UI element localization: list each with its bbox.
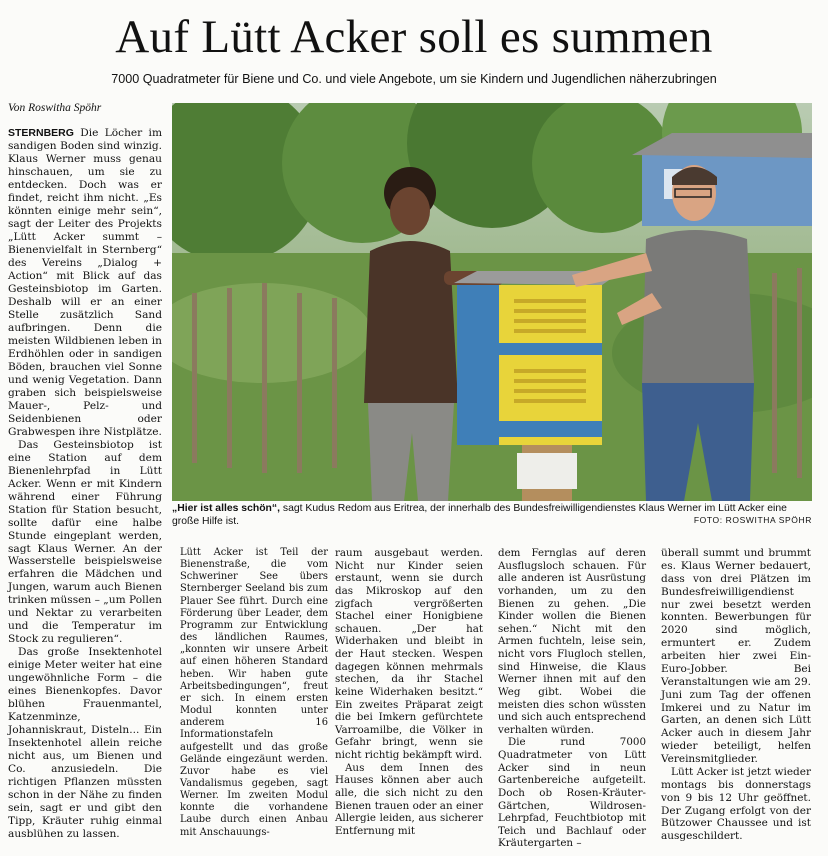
caption-text: sagt Kudus Redom aus Eritrea, der innerhalb des Bundesfreiwilligendienstes Klaus Werner im Lütt Acker eine große Hilfe ist. <box>172 503 787 527</box>
paragraph: Das Gesteinsbiotop ist eine Station auf dem Bienenlehrpfad in Lütt Acker. Wenn er mit Kindern während einer Führung Station für Station besucht, sollte dafür eine halbe Stunde eingeplant werden, sagt Klaus Werner. An der Wasserstelle beispielsweise erfahren die Mädchen und Jungen, warum auch Bienen trinken müssen – „um Pollen und Nektar zu verarbeiten und die Temperatur im Stock zu regulieren“. <box>8 438 162 646</box>
column-4 <box>498 547 646 850</box>
article-photo <box>172 103 812 501</box>
column-3 <box>335 547 483 837</box>
paragraph-text: Die Löcher im sandigen Boden sind winzig. Klaus Werner muss genau hinschauen, um sie zu entdecken. Doch was er findet, reicht ihm nicht. „Es könnten einige mehr sein“, sagt der Leiter des Projekts „Lütt Acker summt – Bienenvielfalt in Sternberg“ des Vereins „Dialog + Action“ mit Blick auf das Gesteinsbiotop im Garten. Deshalb will er an einer Stelle zusätzlich Sand aufbringen. Denn die meisten Wildbienen leben in Erdhöhlen oder in sandigen Böden, brauchen viel Sonne und wenig Vegetation. Dann graben sich beispielsweise Mauer-, Pelz- und Seidenbienen oder Grabwespen ihre Nistplätze. <box>8 127 162 438</box>
paragraph: raum ausgebaut werden. Nicht nur Kinder seien erstaunt, wenn sie durch das Mikroskop auf den zigfach vergrößerten Stachel einer Honigbiene schauen. „Der hat Widerhaken und bleibt in der Haut stecken. Wespen dagegen können mehrmals stechen, da ihr Stachel keine Widerhaken besitzt.“ Ein zweites Präparat zeigt die bei Imkern gefürchtete Varroamilbe, die Völker in Gefahr bringt, wenn sie nicht richtig bekämpft wird. <box>335 547 483 761</box>
paragraph <box>8 127 162 439</box>
paragraph: Lütt Acker ist Teil der Bienenstraße, die vom Schweriner See übers Sternberger Seeland bis zum Plauer See führt. Durch eine Förderung über Leader, dem Programm zur Entwicklung des ländlichen Raumes, „konnten wir unsere Arbeit auf einen höheren Standard heben. Wir haben gute Arbeitsbedingungen“, freut er sich. In einem ersten Modul konnten unter anderem 16 Informationstafeln aufgestellt und das große Gelände eingezäunt werden. Zuvor habe es viel Vandalismus gegeben, sagt Werner. Im zweiten Modul konnte die vorhandene Laube durch einen Anbau mit Anschauungs- <box>180 547 328 838</box>
column-5 <box>661 547 811 843</box>
paragraph: Lütt Acker ist jetzt wieder montags bis donnerstags von 9 bis 12 Uhr geöffnet. Der Zugang erfolgt von der Bützower Chaussee und ist ausgeschildert. <box>661 765 811 843</box>
paragraph: Aus dem Innen des Hauses können aber auch alle, die sich nicht zu den Bienen trauen oder an einer Allergie leiden, aus sicherer Entfernung mit <box>335 761 483 837</box>
dateline: STERNBERG <box>8 127 74 139</box>
paragraph: Die rund 7000 Quadratmeter von Lütt Acker sind in neun Gartenbereiche aufgeteilt. Doch ob Rosen-Kräuter-Gärtchen, Wildrosen-Lehrpfad, Feuchtbiotop mit Teich und Bachlauf oder Kräutergarten – <box>498 736 646 850</box>
headline: Auf Lütt Acker soll es summen <box>115 11 713 63</box>
paragraph: überall summt und brummt es. Klaus Werner bedauert, dass von drei Plätzen im Bundesfreiwilligendienst nur zwei besetzt werden konnten. Bewerbungen für 2020 sind möglich, ermuntert er. Zudem arbeiten hier zwei Ein-Euro-Jobber. Bei Veranstaltungen wie am 29. Juni zum Tag der offenen Imkerei und zu Natur im Garten, an denen sich Lütt Acker auch in diesem Jahr wieder beteiligt, helfen Vereinsmitglieder. <box>661 547 811 765</box>
column-2 <box>180 547 328 839</box>
paragraph: Das große Insektenhotel einige Meter weiter hat eine ungewöhnliche Form – die eines Bienenkopfes. Davor blühen Frauenmantel, Katzenminze, Johanniskraut, Disteln... Ein Insektenhotel allein reiche nicht aus, um Bienen und Co. anzusiedeln. Die richtigen Pflanzen müssten schon in der Nähe zu finden sein, sagt er und gibt den Tipp, Kräuter ruhig einmal ausblühen zu lassen. <box>8 646 162 841</box>
subheadline: 7000 Quadratmeter für Biene und Co. und viele Angebote, um sie Kindern und Jugendlichen näherzubringen <box>111 72 717 86</box>
photo-credit: FOTO: ROSWITHA SPÖHR <box>693 515 812 525</box>
paragraph: dem Fernglas auf deren Ausflugsloch schauen. Für alle anderen ist Ausrüstung vorhanden, um zu den Bienen zu gehen. „Die Kinder wollen die Bienen sehen.“ Nicht mit den Armen fuchteln, leise sein, nicht vors Flugloch stellen, sind Hinweise, die Klaus Werner ihnen mit auf den Weg gibt. Wobei die meisten dies schon wüssten und sich auch entsprechend verhalten würden. <box>498 547 646 736</box>
photo-illustration <box>172 103 812 501</box>
byline: Von Roswitha Spöhr <box>8 102 102 114</box>
caption-quote: „Hier ist alles schön“, <box>172 503 280 514</box>
column-1 <box>8 127 162 841</box>
